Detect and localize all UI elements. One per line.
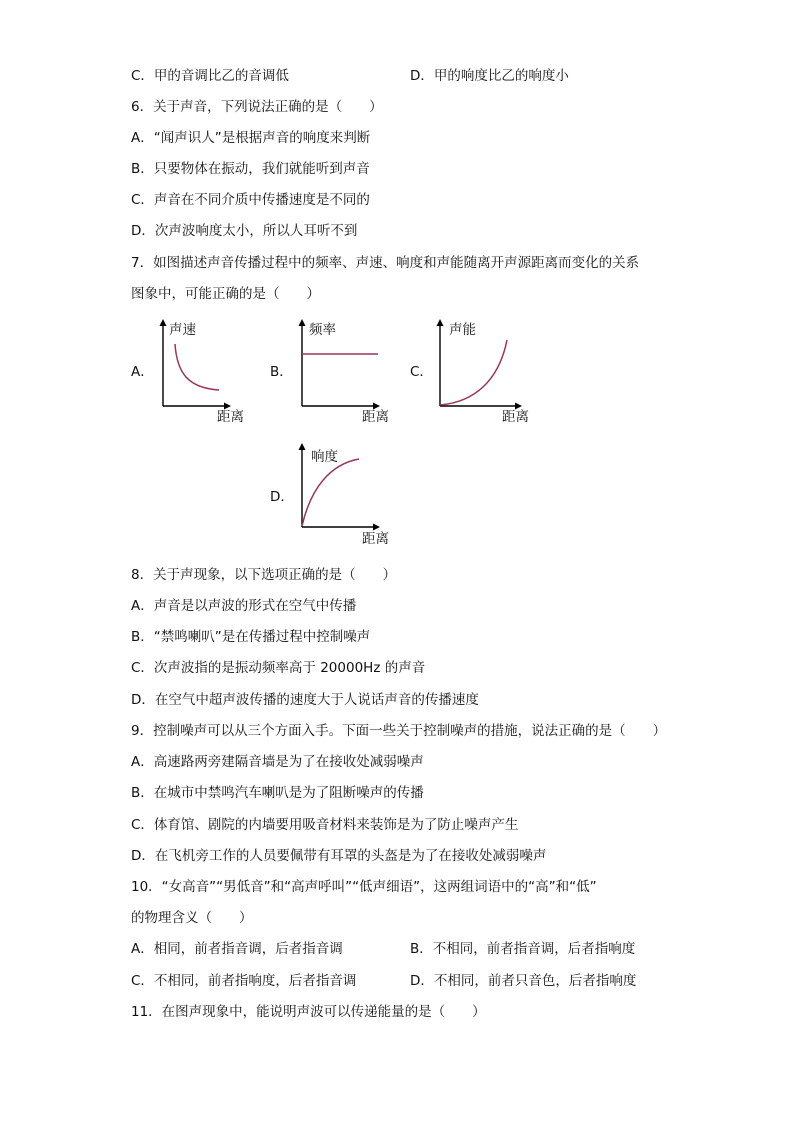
graph-d-xlabel: 距离 [362, 531, 389, 547]
q8-option-d: D．在空气中超声波传播的速度大于人说话声音的传播速度 [131, 692, 479, 708]
q6-option-a: A．“闻声识人”是根据声音的响度来判断 [131, 130, 371, 146]
q8-option-b: B．“禁鸣喇叭”是在传播过程中控制噪声 [131, 629, 371, 645]
graph-b-xlabel: 距离 [362, 409, 389, 425]
graph-c-curve [440, 340, 507, 405]
graph-a-letter: A． [131, 364, 154, 380]
graph-a-xlabel: 距离 [217, 409, 244, 425]
q9-option-b: B．在城市中禁鸣汽车喇叭是为了阻断噪声的传播 [131, 785, 424, 801]
q6-option-d: D．次声波响度太小，所以人耳听不到 [131, 223, 358, 239]
graph-d [289, 442, 409, 552]
q6-option-b: B．只要物体在振动，我们就能听到声音 [131, 161, 370, 177]
q7-stem-line2: 图象中，可能正确的是（ ） [131, 286, 320, 302]
q8-stem: 8．关于声现象，以下选项正确的是（ ） [131, 567, 397, 583]
q10-option-b: B．不相同，前者指音调，后者指响度 [410, 941, 636, 957]
q10-stem-line2: 的物理含义（ ） [131, 910, 253, 926]
graph-a-ylabel: 声速 [169, 322, 196, 338]
q9-option-c: C．体育馆、剧院的内墙要用吸音材料来装饰是为了防止噪声产生 [131, 817, 519, 833]
q9-stem: 9．控制噪声可以从三个方面入手。下面一些关于控制噪声的措施，说法正确的是（ ） [131, 723, 667, 739]
graph-a [150, 318, 260, 428]
q8-option-c: C．次声波指的是振动频率高于 20000Hz 的声音 [131, 660, 426, 676]
q9-option-a: A．高速路两旁建隔音墙是为了在接收处减弱噪声 [131, 754, 424, 770]
q8-option-a: A．声音是以声波的形式在空气中传播 [131, 598, 357, 614]
graph-c-xlabel: 距离 [502, 409, 529, 425]
q6-option-c: C．声音在不同介质中传播速度是不同的 [131, 192, 370, 208]
q11-stem: 11．在图声现象中，能说明声波可以传递能量的是（ ） [131, 1004, 486, 1020]
graph-b [289, 318, 409, 428]
q9-option-d: D．在飞机旁工作的人员要佩带有耳罩的头盔是为了在接收处减弱噪声 [131, 848, 547, 864]
graph-a-curve [175, 344, 219, 390]
q10-option-d: D．不相同，前者只音色，后者指响度 [410, 973, 637, 989]
q5-option-d: D．甲的响度比乙的响度小 [410, 68, 569, 84]
graph-c-ylabel: 声能 [449, 322, 476, 338]
q7-stem-line1: 7．如图描述声音传播过程中的频率、声速、响度和声能随离开声源距离而变化的关系 [131, 255, 640, 271]
q6-stem: 6．关于声音，下列说法正确的是（ ） [131, 99, 383, 115]
graph-c [427, 318, 547, 428]
q10-option-a: A．相同，前者指音调，后者指音调 [131, 941, 343, 957]
graph-c-letter: C． [410, 364, 433, 380]
graph-b-ylabel: 频率 [309, 322, 336, 338]
graph-d-ylabel: 响度 [311, 449, 338, 465]
graph-d-curve [302, 459, 359, 526]
q10-option-c: C．不相同，前者指响度，后者指音调 [131, 973, 357, 989]
q5-option-c: C．甲的音调比乙的音调低 [131, 68, 289, 84]
graph-d-letter: D． [270, 489, 294, 505]
q10-stem-line1: 10．“女高音”“男低音”和“高声呼叫”“低声细语”，这两组词语中的“高”和“低” [131, 879, 597, 895]
graph-b-letter: B． [270, 364, 293, 380]
